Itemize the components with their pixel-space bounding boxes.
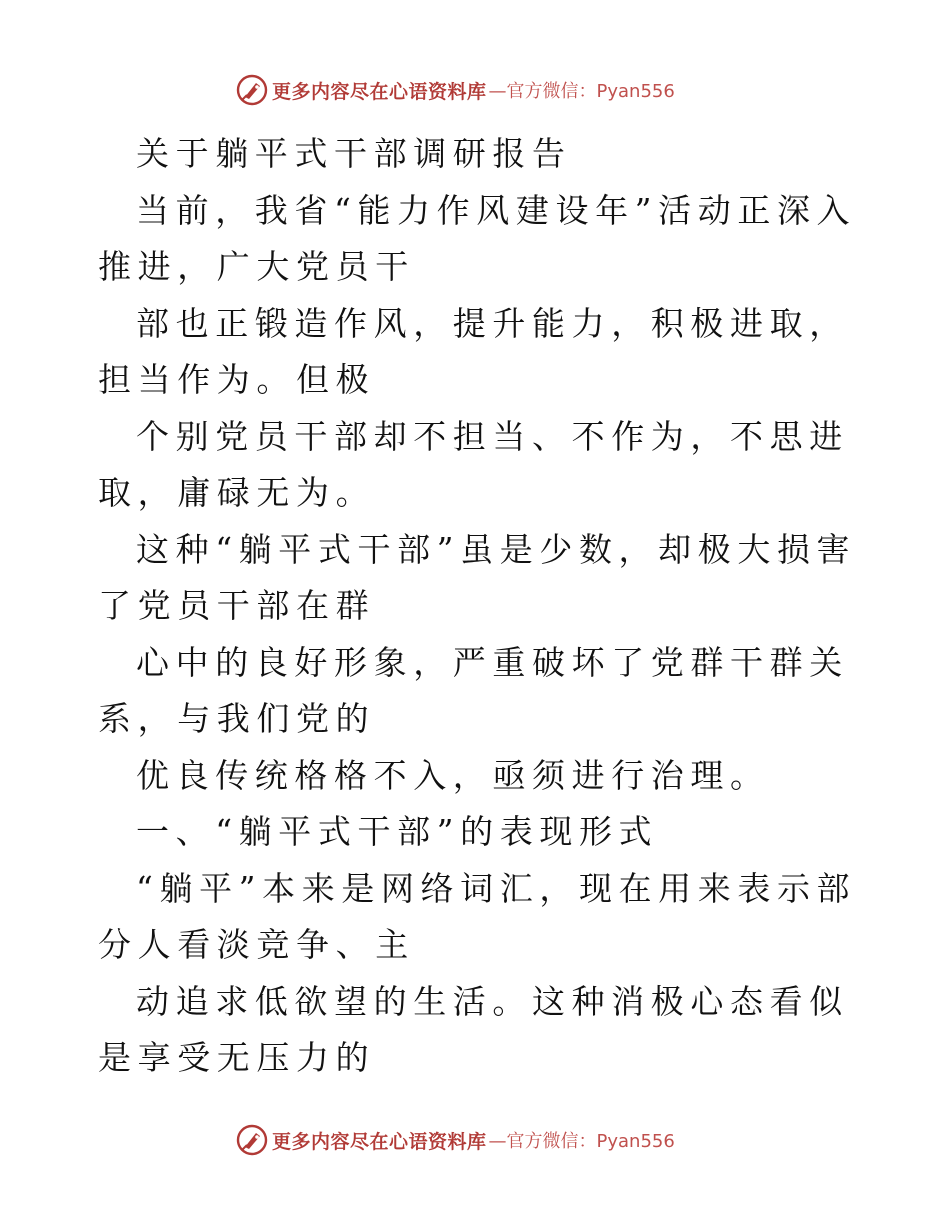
paragraph-5: 心中的良好形象，严重破坏了党群干群关系，与我们党的 bbox=[98, 642, 849, 738]
paragraph-4: 这种“躺平式干部”虽是少数，却极大损害了党员干部在群 bbox=[98, 529, 857, 625]
pen-nib-logo-icon bbox=[236, 1124, 268, 1156]
header-banner-suffix: —官方微信：Pyan556 bbox=[488, 81, 675, 102]
paragraph-1: 当前，我省“能力作风建设年”活动正深入推进，广大党员干 bbox=[98, 190, 857, 286]
footer-watermark-banner bbox=[236, 1123, 675, 1157]
paragraph-7: “躺平”本来是网络词汇，现在用来表示部分人看淡竞争、主 bbox=[98, 868, 857, 964]
footer-banner-suffix: —官方微信：Pyan556 bbox=[488, 1131, 675, 1152]
header-banner-text: 更多内容尽在心语资料库 bbox=[272, 80, 487, 103]
section-heading-1: 一、“躺平式干部”的表现形式 bbox=[136, 812, 659, 851]
paragraph-2: 部也正锻造作风，提升能力，积极进取，担当作为。但极 bbox=[98, 303, 849, 399]
paragraph-6: 优良传统格格不入，亟须进行治理。 bbox=[136, 755, 770, 795]
footer-banner-text: 更多内容尽在心语资料库 bbox=[272, 1130, 487, 1153]
paragraph-3: 个别党员干部却不担当、不作为，不思进取，庸碌无为。 bbox=[98, 416, 849, 512]
document-body bbox=[98, 126, 858, 1087]
header-watermark-banner bbox=[236, 73, 675, 107]
pen-nib-logo-icon bbox=[236, 74, 268, 106]
paragraph-8: 动追求低欲望的生活。这种消极心态看似是享受无压力的 bbox=[98, 981, 849, 1077]
document-title: 关于躺平式干部调研报告 bbox=[136, 134, 572, 173]
